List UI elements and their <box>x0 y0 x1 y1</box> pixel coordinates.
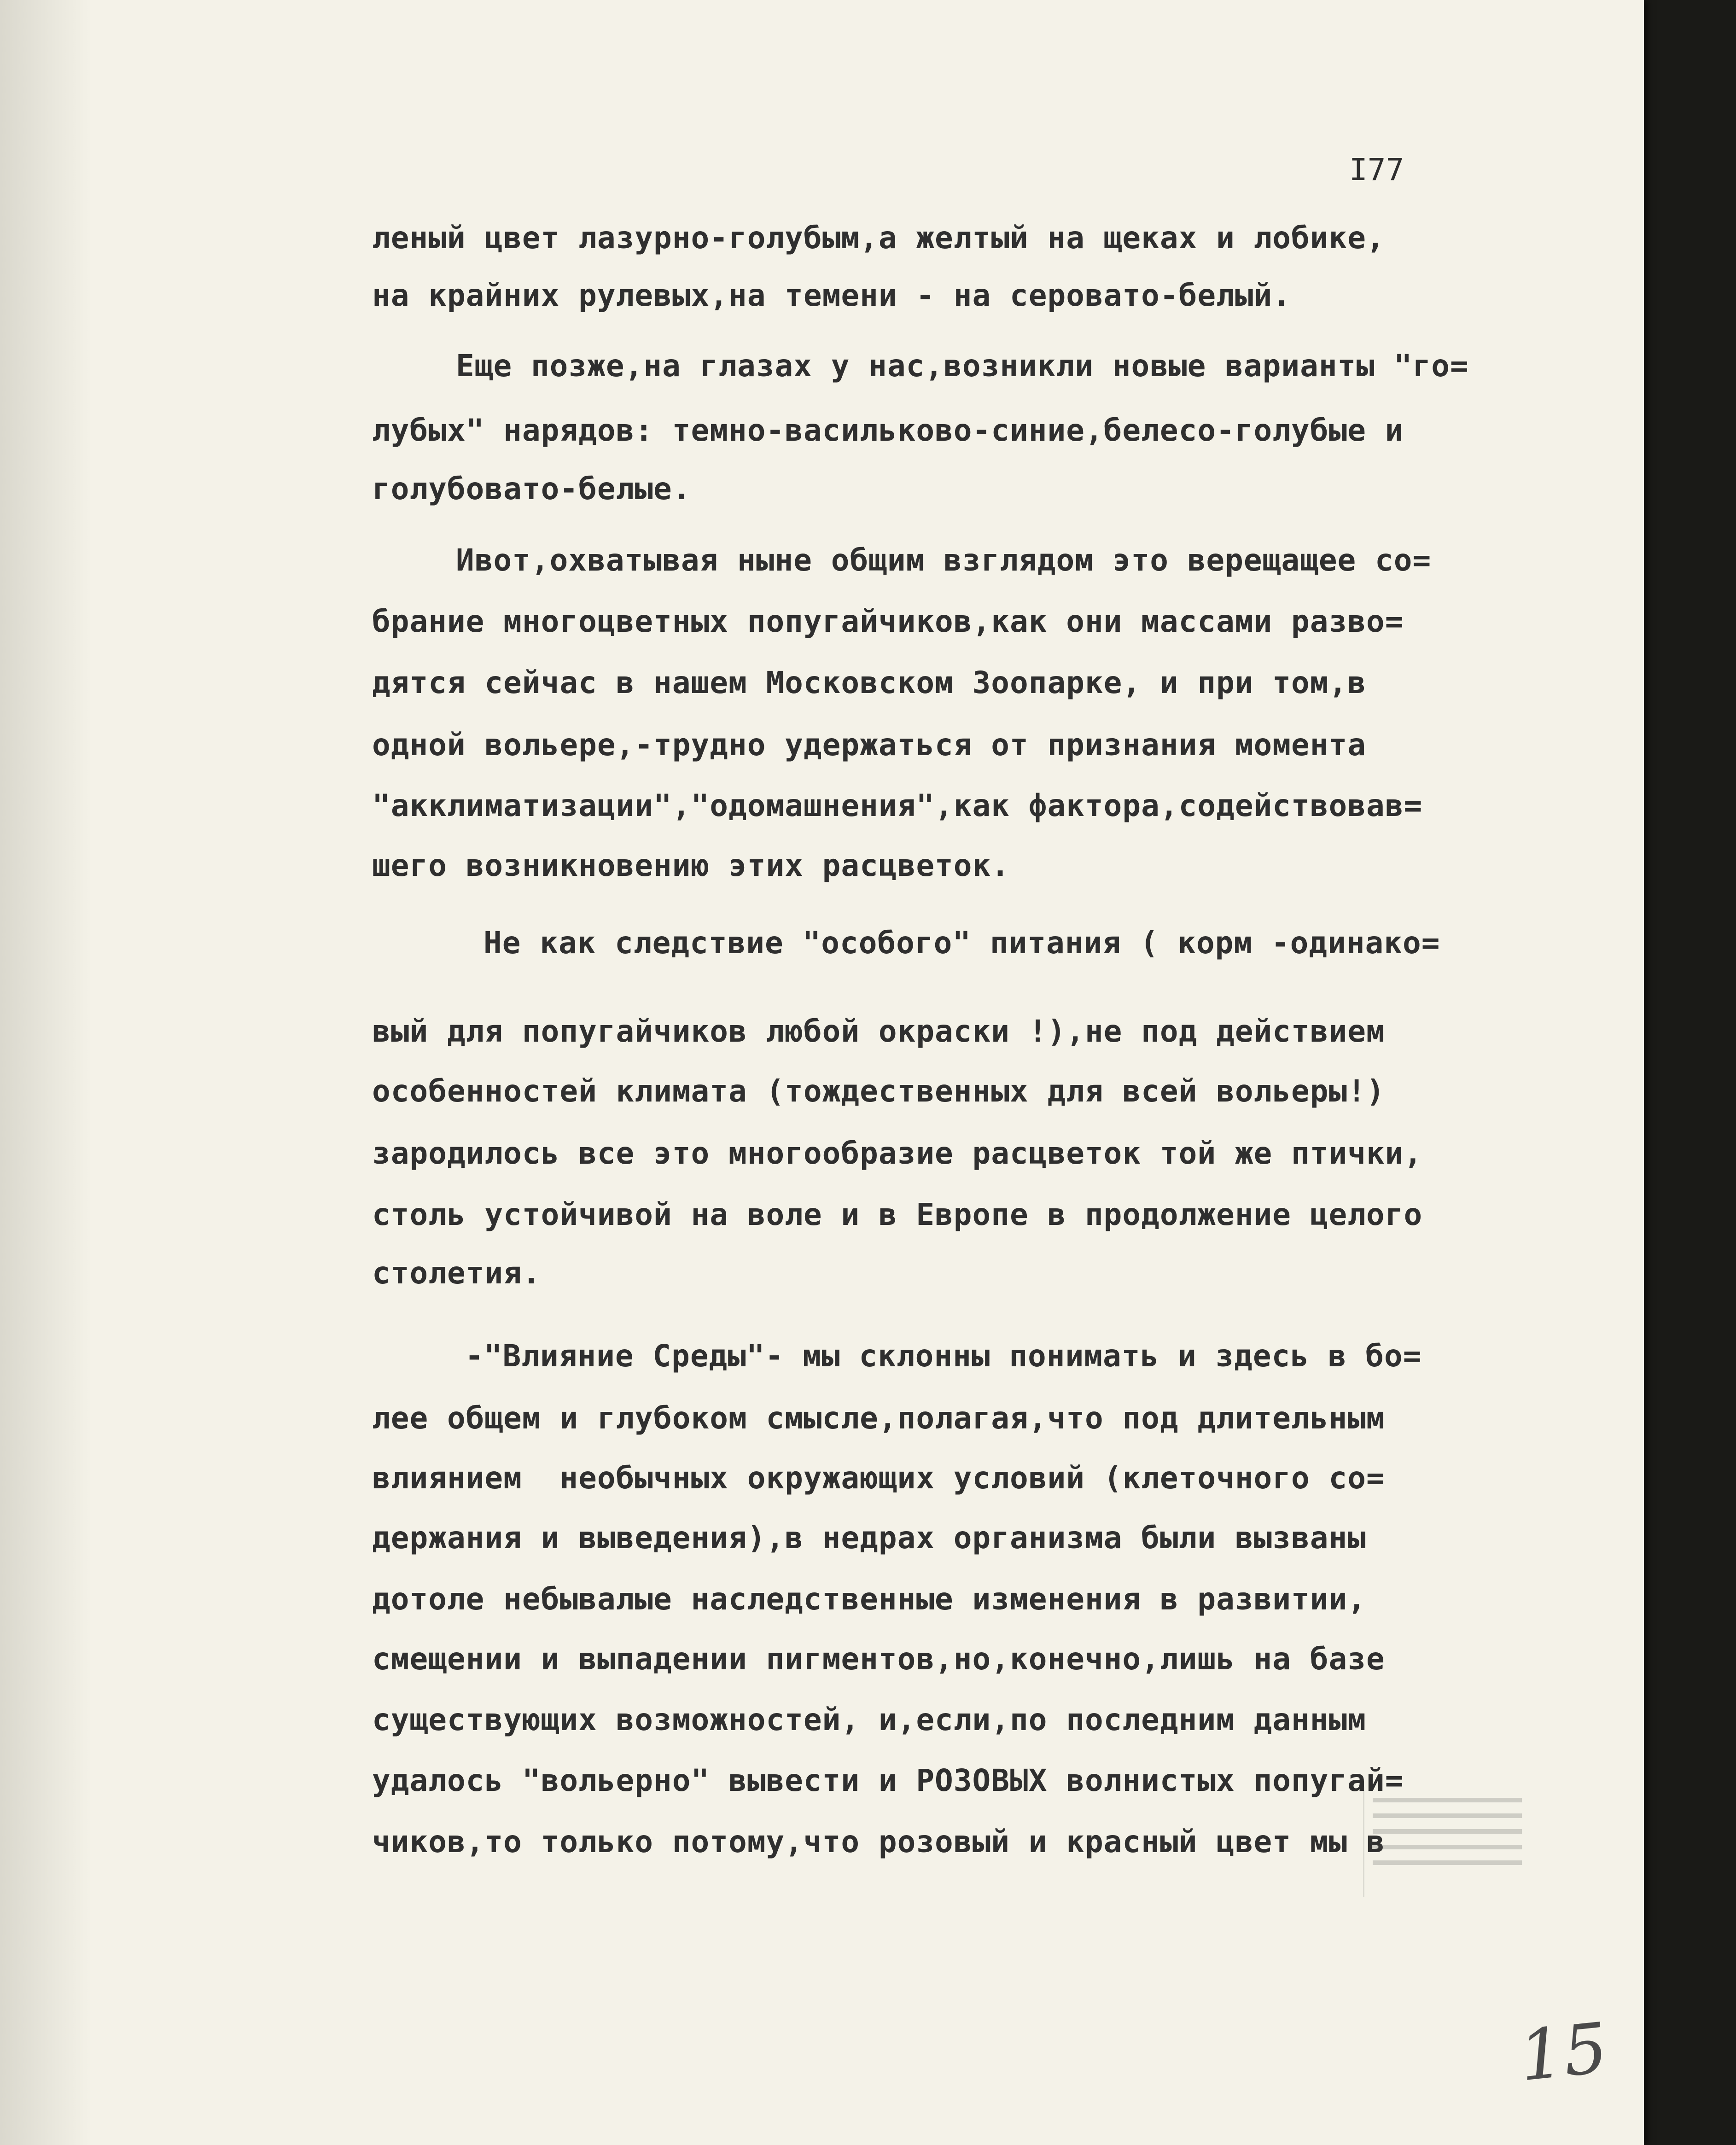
text-line-6: Ивот,охватывая ныне общим взглядом это верещащее со= <box>456 542 1432 578</box>
stamp-line <box>1373 1813 1522 1818</box>
text-line-22: дотоле небывалые наследственные изменения в развитии, <box>372 1581 1366 1617</box>
text-line-11: шего возникновению этих расцветок. <box>372 848 1010 883</box>
archive-stamp <box>1363 1787 1530 1897</box>
text-line-23: смещении и выпадении пигментов,но,конечно,лишь на базе <box>372 1641 1385 1677</box>
text-line-20: влиянием необычных окружающих условий (клеточного со= <box>372 1460 1385 1496</box>
text-line-24: существующих возможностей, и,если,по последним данным <box>372 1702 1366 1737</box>
text-line-25: удалось "вольерно" вывести и РОЗОВЫХ волнистых попугай= <box>372 1763 1404 1798</box>
handwritten-folio-mark: 15 <box>1515 2008 1612 2097</box>
text-line-15: зародилось все это многообразие расцветок той же птички, <box>372 1136 1423 1171</box>
text-line-4: лубых" нарядов: темно-васильково-синие,белесо-голубые и <box>372 413 1404 448</box>
stamp-line <box>1373 1798 1522 1802</box>
text-line-8: дятся сейчас в нашем Московском Зоопарке, и при том,в <box>372 665 1366 700</box>
text-line-12: Не как следствие "особого" питания ( корм -одинако= <box>484 925 1440 961</box>
page-number: I77 <box>1349 152 1404 187</box>
text-line-2: на крайних рулевых,на темени - на серовато-белый. <box>372 278 1292 313</box>
stamp-line <box>1373 1845 1522 1849</box>
text-line-17: столетия. <box>372 1255 541 1291</box>
stamp-line <box>1373 1860 1522 1865</box>
text-line-14: особенностей климата (тождественных для всей вольеры!) <box>372 1073 1385 1109</box>
stamp-line <box>1373 1829 1522 1834</box>
text-line-16: столь устойчивой на воле и в Европе в продолжение целого <box>372 1197 1423 1232</box>
text-line-19: лее общем и глубоком смысле,полагая,что под длительным <box>372 1400 1385 1436</box>
text-line-9: одной вольере,-трудно удержаться от признания момента <box>372 727 1366 763</box>
text-line-21: держания и выведения),в недрах организма были вызваны <box>372 1520 1366 1556</box>
text-line-18: -"Влияние Среды"- мы склонны понимать и здесь в бо= <box>465 1338 1422 1374</box>
text-line-5: голубовато-белые. <box>372 471 691 507</box>
text-line-26: чиков,то только потому,что розовый и красный цвет мы в <box>372 1824 1385 1859</box>
text-line-10: "акклиматизации","одомашнения",как фактора,содействовав= <box>372 788 1423 823</box>
text-line-7: брание многоцветных попугайчиков,как они массами разво= <box>372 604 1404 639</box>
text-line-13: вый для попугайчиков любой окраски !),не под действием <box>372 1014 1385 1049</box>
text-line-3: Еще позже,на глазах у нас,возникли новые варианты "го= <box>456 348 1469 384</box>
text-line-1: леный цвет лазурно-голубым,а желтый на щеках и лобике, <box>372 220 1385 256</box>
